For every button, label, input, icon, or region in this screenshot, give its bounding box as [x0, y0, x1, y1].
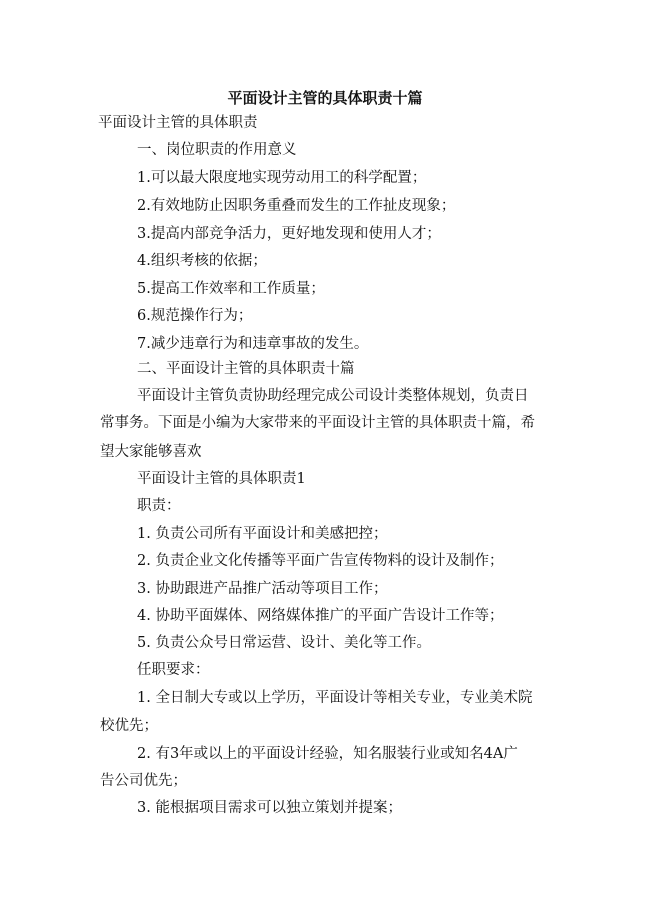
list-item: 1.可以最大限度地实现劳动用工的科学配置； — [137, 170, 427, 186]
list-item: 1. 全日制大专或以上学历，平面设计等相关专业，专业美术院 — [137, 690, 533, 706]
list-item-continuation: 校优先； — [100, 718, 158, 734]
list-item: 4.组织考核的依据； — [137, 253, 267, 269]
section-heading: 平面设计主管的具体职责 — [98, 115, 258, 131]
list-item: 7.减少违章行为和违章事故的发生。 — [137, 336, 369, 352]
list-item: 2. 负责企业文化传播等平面广告宣传物料的设计及制作； — [137, 553, 504, 569]
document-title: 平面设计主管的具体职责十篇 — [227, 89, 423, 107]
paragraph-line: 平面设计主管负责协助经理完成公司设计类整体规划，负责日 — [137, 388, 529, 404]
list-item-continuation: 告公司优先； — [100, 773, 187, 789]
list-item: 5. 负责公众号日常运营、设计、美化等工作。 — [137, 635, 431, 651]
list-item: 3.提高内部竞争活力，更好地发现和使用人才； — [137, 226, 441, 242]
subheading: 一、岗位职责的作用意义 — [137, 142, 297, 158]
list-item: 2. 有3年或以上的平面设计经验，知名服装行业或知名4A广 — [137, 746, 518, 762]
subheading: 二、平面设计主管的具体职责十篇 — [137, 361, 355, 377]
label: 职责： — [137, 498, 181, 514]
paragraph-line: 望大家能够喜欢 — [100, 444, 202, 460]
list-item: 6.规范操作行为； — [137, 308, 253, 324]
list-item: 1. 负责公司所有平面设计和美感把控； — [137, 526, 388, 542]
list-item: 3. 能根据项目需求可以独立策划并提案； — [137, 800, 402, 816]
list-item: 4. 协助平面媒体、网络媒体推广的平面广告设计工作等； — [137, 608, 504, 624]
list-item: 5.提高工作效率和工作质量； — [137, 281, 325, 297]
list-item: 2.有效地防止因职务重叠而发生的工作扯皮现象； — [137, 198, 456, 214]
section-heading: 平面设计主管的具体职责1 — [137, 471, 306, 487]
label: 任职要求： — [137, 662, 210, 678]
list-item: 3. 协助跟进产品推广活动等项目工作； — [137, 581, 388, 597]
paragraph-line: 常事务。下面是小编为大家带来的平面设计主管的具体职责十篇，希 — [100, 415, 535, 431]
